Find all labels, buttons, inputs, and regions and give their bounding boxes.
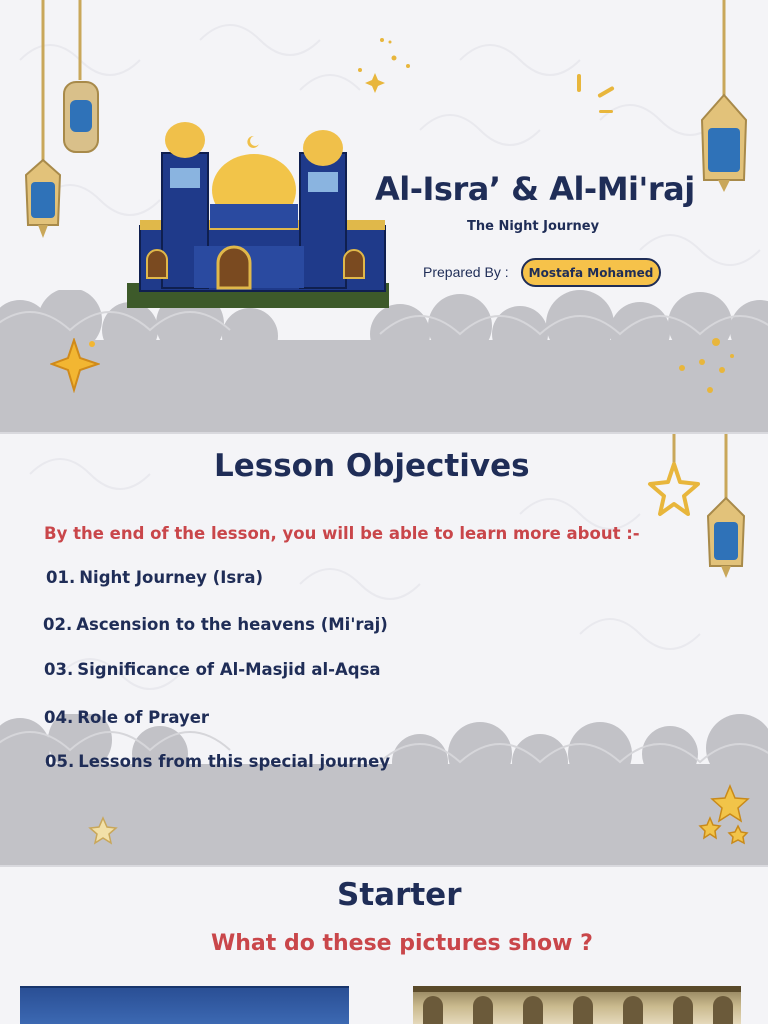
star-icon (644, 434, 704, 519)
objective-item (45, 752, 390, 771)
objective-text: Role of Prayer (77, 708, 210, 727)
objectives-intro: By the end of the lesson, you will be able to learn more about :- (44, 524, 640, 543)
starter-question: What do these pictures show ? (211, 931, 593, 956)
objective-number: 01. (46, 568, 76, 587)
objective-number: 04. (44, 708, 74, 727)
objective-number: 03. (44, 660, 74, 679)
presentation-title: Al-Isra’ & Al-Mi'raj (375, 170, 695, 208)
author-badge: Mostafa Mohamed (521, 258, 661, 287)
hanging-lantern-icon (696, 0, 756, 195)
starter-slide (0, 867, 768, 1024)
hanging-lantern-icon (18, 0, 108, 245)
sparkle-icon (352, 30, 422, 100)
sparkle-icon (672, 334, 742, 398)
objective-text: Significance of Al-Masjid al-Aqsa (77, 660, 381, 679)
star-icon (50, 338, 100, 393)
objective-item (46, 568, 263, 587)
objective-item (44, 708, 209, 727)
arches-pattern (413, 986, 741, 1024)
objective-item (44, 660, 381, 679)
objective-item (43, 615, 388, 634)
objective-text: Lessons from this special journey (78, 752, 391, 771)
picture-mosque-arches (413, 986, 741, 1024)
objective-number: 05. (45, 752, 75, 771)
objective-text: Night Journey (Isra) (79, 568, 263, 587)
star-icon (88, 816, 118, 846)
presentation-subtitle: The Night Journey (467, 219, 600, 234)
objective-text: Ascension to the heavens (Mi'raj) (76, 615, 388, 634)
objectives-slide (0, 434, 768, 865)
hanging-lantern-icon (702, 434, 750, 582)
sparkle-icon (575, 72, 625, 122)
title-slide (0, 0, 768, 432)
picture-sky (20, 986, 349, 1024)
prepared-by-label: Prepared By : (423, 264, 509, 280)
starter-title: Starter (337, 877, 462, 913)
objective-number: 02. (43, 615, 73, 634)
mosque-illustration (122, 108, 392, 323)
star-icon (696, 784, 752, 848)
objectives-title: Lesson Objectives (214, 448, 530, 484)
